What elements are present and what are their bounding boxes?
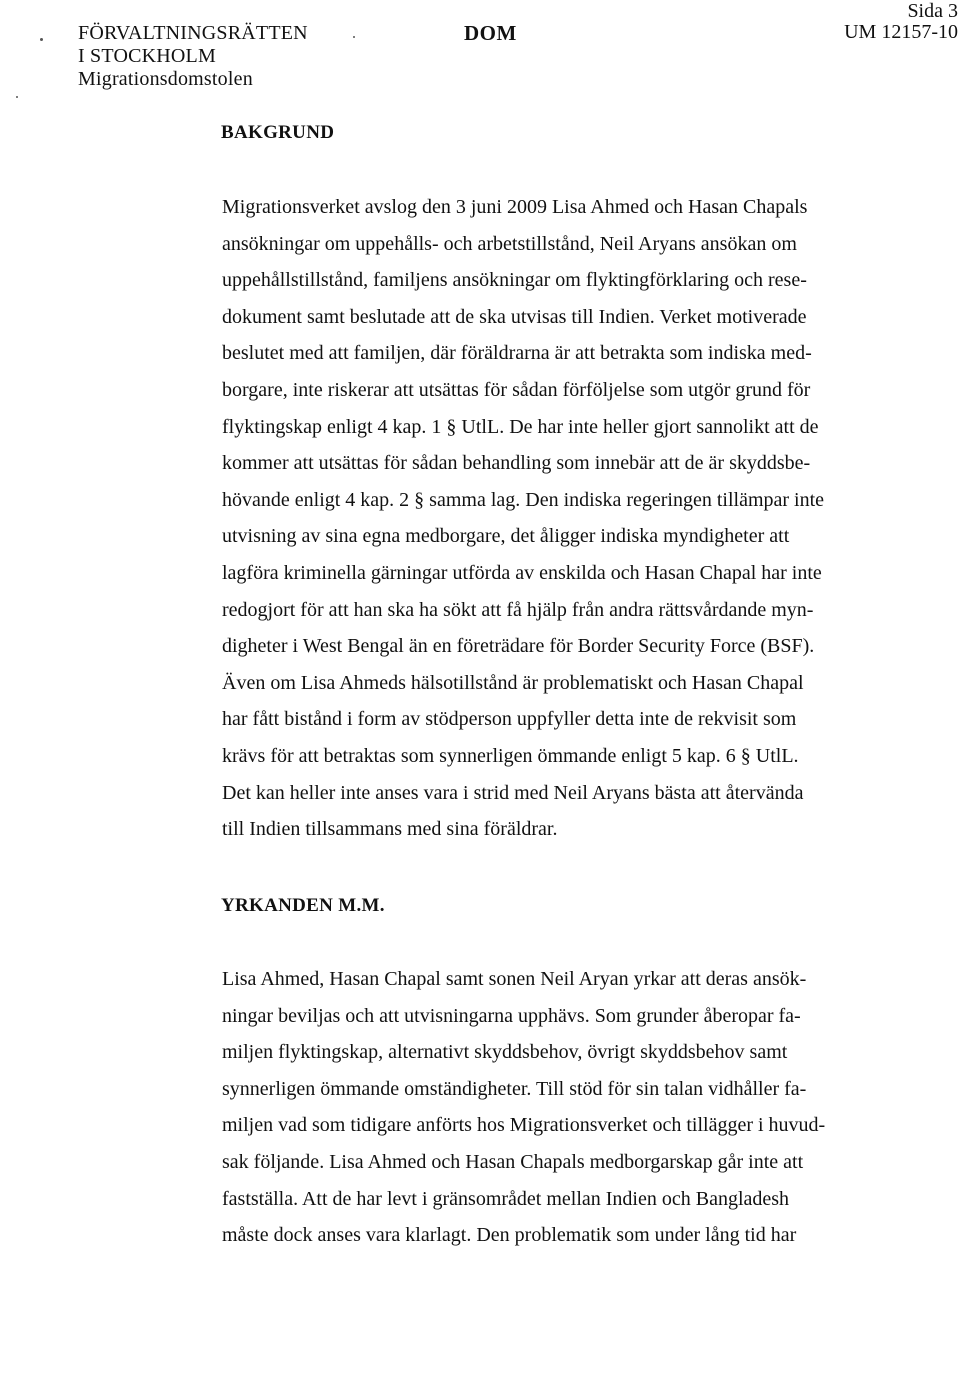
- text-line: har fått bistånd i form av stödperson uppfyller detta inte de rekvisit som: [222, 708, 797, 731]
- text-line: sak följande. Lisa Ahmed och Hasan Chapals medborgarskap går inte att: [222, 1150, 804, 1173]
- text-line: redogjort för att han ska ha sökt att få hjälp från andra rättsvårdande myn-: [222, 598, 814, 621]
- text-line: till Indien tillsammans med sina föräldrar.: [222, 818, 558, 841]
- text-line: miljen vad som tidigare anförts hos Migrationsverket och tillägger i huvud-: [222, 1114, 826, 1137]
- text-line: flyktingskap enligt 4 kap. 1 § UtlL. De har inte heller gjort sannolikt att de: [222, 415, 819, 438]
- text-line: Lisa Ahmed, Hasan Chapal samt sonen Neil Aryan yrkar att deras ansök-: [222, 968, 807, 990]
- section-heading-bakgrund: BAKGRUND: [221, 122, 335, 143]
- text-line: Migrationsverket avslog den 3 juni 2009 Lisa Ahmed och Hasan Chapals: [222, 196, 808, 218]
- text-line: ningar beviljas och att utvisningarna upphävs. Som grunder åberopar fa-: [222, 1004, 801, 1027]
- page-number: Sida 3: [907, 0, 958, 22]
- text-line: miljen flyktingskap, alternativt skyddsbehov, övrigt skyddsbehov samt: [222, 1041, 788, 1064]
- section-heading-yrkanden: YRKANDEN M.M.: [221, 895, 385, 916]
- text-line: beslutet med att familjen, där föräldrarna är att betrakta som indiska med-: [222, 342, 812, 365]
- text-line: fastställa. Att de har levt i gränsområdet mellan Indien och Bangladesh: [222, 1187, 790, 1210]
- document-type: DOM: [464, 21, 517, 45]
- court-name-line1: FÖRVALTNINGSRÄTTEN: [78, 22, 308, 44]
- page-reference-block: [844, 0, 958, 44]
- text-line: borgare, inte riskerar att utsättas för sådan förföljelse som utgör grund för: [222, 378, 811, 401]
- case-number: UM 12157-10: [844, 21, 958, 43]
- text-line: Det kan heller inte anses vara i strid med Neil Aryans bästa att återvända: [222, 781, 804, 804]
- text-line: Även om Lisa Ahmeds hälsotillstånd är problematiskt och Hasan Chapal: [222, 671, 804, 694]
- text-line: utvisning av sina egna medborgare, det åligger indiska myndigheter att: [222, 525, 790, 548]
- text-line: hövande enligt 4 kap. 2 § samma lag. Den indiska regeringen tillämpar inte: [222, 488, 825, 511]
- paragraph-bakgrund: [222, 189, 942, 848]
- text-line: dokument samt beslutade att de ska utvisas till Indien. Verket motiverade: [222, 305, 807, 328]
- court-name-line2: I STOCKHOLM: [78, 45, 216, 67]
- scan-speck: [353, 36, 355, 38]
- court-name-block: [78, 22, 308, 91]
- scan-speck: [16, 96, 18, 98]
- text-line: synnerligen ömmande omständigheter. Till stöd för sin talan vidhåller fa-: [222, 1077, 807, 1100]
- text-line: ansökningar om uppehålls- och arbetstillstånd, Neil Aryans ansökan om: [222, 232, 797, 255]
- text-line: krävs för att betraktas som synnerligen ömmande enligt 5 kap. 6 § UtlL.: [222, 744, 799, 767]
- court-division: Migrationsdomstolen: [78, 68, 253, 90]
- text-line: uppehållstillstånd, familjens ansökningar om flyktingförklaring och rese-: [222, 269, 807, 292]
- text-line: lagföra kriminella gärningar utförda av enskilda och Hasan Chapal har inte: [222, 561, 822, 584]
- scan-speck: [40, 38, 43, 41]
- text-line: digheter i West Bengal än en företrädare för Border Security Force (BSF).: [222, 635, 815, 658]
- text-line: kommer att utsättas för sådan behandling som innebär att de är skyddsbe-: [222, 452, 811, 475]
- paragraph-yrkanden: [222, 961, 942, 1254]
- text-line: måste dock anses vara klarlagt. Den problematik som under lång tid har: [222, 1224, 797, 1247]
